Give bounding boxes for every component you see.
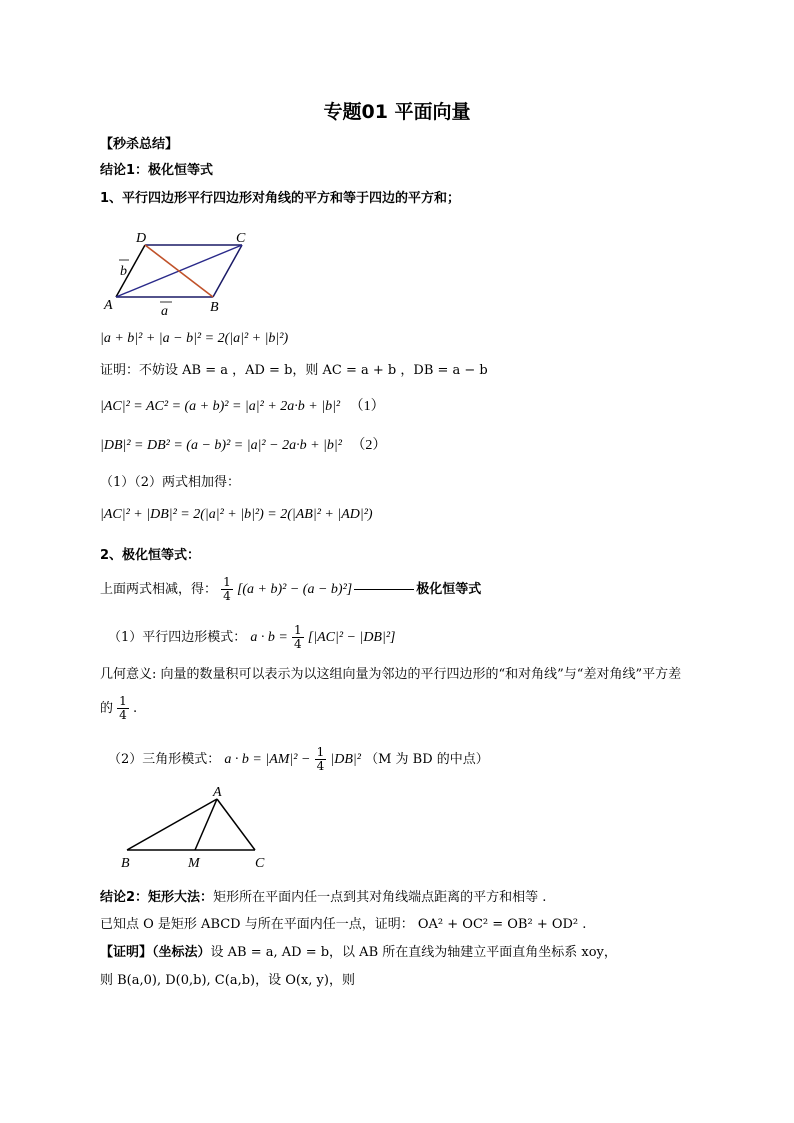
- equation-1: [100, 398, 385, 416]
- equation-2-expr: |DB|² = DB² = (a − b)² = |a|² − 2a·b + |b|²: [100, 438, 342, 453]
- conclusion2-line: [100, 889, 546, 907]
- vector-b-label: b: [120, 264, 127, 279]
- conclusion2-text: 矩形所在平面内任一点到其对角线端点距离的平方和相等 .: [213, 890, 547, 905]
- side-ac: [217, 799, 255, 850]
- proof-line: 证明：不妨设 AB = a ，AD = b，则 AC = a + b ，DB = a − b: [100, 363, 488, 378]
- vertex-a-label: A: [104, 298, 113, 313]
- equation-2-tag: （2）: [351, 438, 387, 453]
- proof2-text: 设 AB = a, AD = b，以 AB 所在直线为轴建立平面直角坐标系 xoy，: [210, 945, 617, 960]
- separator-line: [354, 589, 414, 590]
- vertex-d-label: D: [136, 231, 147, 246]
- mode2-note: （M 为 BD 的中点）: [365, 752, 489, 767]
- mode2-fraction-denominator: 4: [316, 759, 325, 773]
- geometric-meaning-line1: 几何意义: 向量的数量积可以表示为以这组向量为邻边的平行四边形的“和对角线”与“差对角线”平方差: [100, 667, 682, 682]
- item2-heading: 2、极化恒等式：: [100, 548, 201, 563]
- item1-heading: 1、平行四边形平行四边形对角线的平方和等于四边的平方和；: [100, 191, 461, 206]
- mode2-fraction: [315, 746, 327, 773]
- proof2-label: 【证明】（坐标法）: [100, 945, 211, 960]
- side-ba: [127, 799, 217, 850]
- triangle-diagram: [115, 785, 275, 875]
- section-heading: 【秒杀总结】: [100, 137, 179, 152]
- triangle-vertex-a: A: [213, 785, 222, 800]
- triangle-vertex-c: C: [255, 856, 265, 871]
- mode2-line: [108, 746, 489, 773]
- equation-1-tag: （1）: [349, 399, 385, 414]
- mode2-expr: a · b = |AM|² −: [224, 752, 311, 767]
- subtract-text: 上面两式相减，得：: [100, 582, 218, 597]
- fraction-denominator: 4: [223, 589, 231, 603]
- geom-suffix: .: [132, 701, 138, 716]
- conclusion1-title: 极化恒等式: [148, 163, 214, 178]
- polarization-line: [100, 576, 481, 603]
- mode1-expr: a · b =: [250, 630, 288, 645]
- fraction-numerator: 1: [223, 575, 231, 589]
- conclusion2-title: 矩形大法：: [148, 890, 214, 905]
- equation-1-expr: |AC|² = AC² = (a + b)² = |a|² + 2a·b + |b|²: [100, 399, 341, 414]
- geom-prefix: 的: [100, 701, 114, 716]
- mode1-fraction-numerator: 1: [294, 623, 302, 637]
- mode2-fraction-numerator: 1: [316, 745, 325, 759]
- geom-fraction-numerator: 1: [119, 694, 127, 708]
- vertex-c-label: C: [236, 231, 246, 246]
- median-am: [195, 799, 217, 850]
- page-title: 专题01 平面向量: [323, 101, 471, 123]
- equation-2: [100, 437, 386, 455]
- mode1-bracket: [|AC|² − |DB|²]: [307, 630, 396, 645]
- side-cb: [213, 245, 242, 297]
- diagonal-db: [145, 245, 213, 297]
- known-line: 已知点 O 是矩形 ABCD 与所在平面内任一点，证明： OA² + OC² = OB² + OD² .: [100, 917, 587, 932]
- triangle-vertex-b: B: [121, 856, 130, 871]
- mode1-fraction-denominator: 4: [294, 637, 302, 651]
- geom-fraction: [117, 695, 129, 722]
- proof2-line: [100, 944, 617, 962]
- conclusion2-label: 结论2：: [100, 890, 149, 905]
- fraction-quarter: [221, 576, 233, 603]
- mode1-label: （1）平行四边形模式：: [108, 630, 247, 645]
- polarization-label: 极化恒等式: [416, 582, 482, 597]
- vector-a-label: a: [161, 304, 168, 319]
- geom-fraction-denominator: 4: [119, 708, 127, 722]
- proof2-line2: 则 B(a,0), D(0,b), C(a,b)，设 O(x, y)，则: [100, 973, 355, 988]
- parallelogram-diagram: [100, 225, 270, 320]
- triangle-midpoint-m: M: [188, 856, 200, 871]
- mode2-tail: |DB|²: [330, 752, 361, 767]
- vertex-b-label: B: [210, 300, 219, 315]
- mode1-line: [108, 624, 395, 651]
- mode2-label: （2）三角形模式：: [108, 752, 221, 767]
- conclusion1-label: 结论1：: [100, 163, 149, 178]
- conclusion1-line: [100, 162, 213, 180]
- polarization-expr: [(a + b)² − (a − b)²]: [236, 582, 353, 597]
- equation-sum: |AC|² + |DB|² = 2(|a|² + |b|²) = 2(|AB|² + |AD|²): [100, 507, 373, 522]
- mode1-fraction: [292, 624, 304, 651]
- formula-main: |a + b|² + |a − b|² = 2(|a|² + |b|²): [100, 331, 289, 346]
- geometric-meaning-line2: [100, 695, 137, 722]
- add-text: （1）（2）两式相加得：: [100, 475, 241, 490]
